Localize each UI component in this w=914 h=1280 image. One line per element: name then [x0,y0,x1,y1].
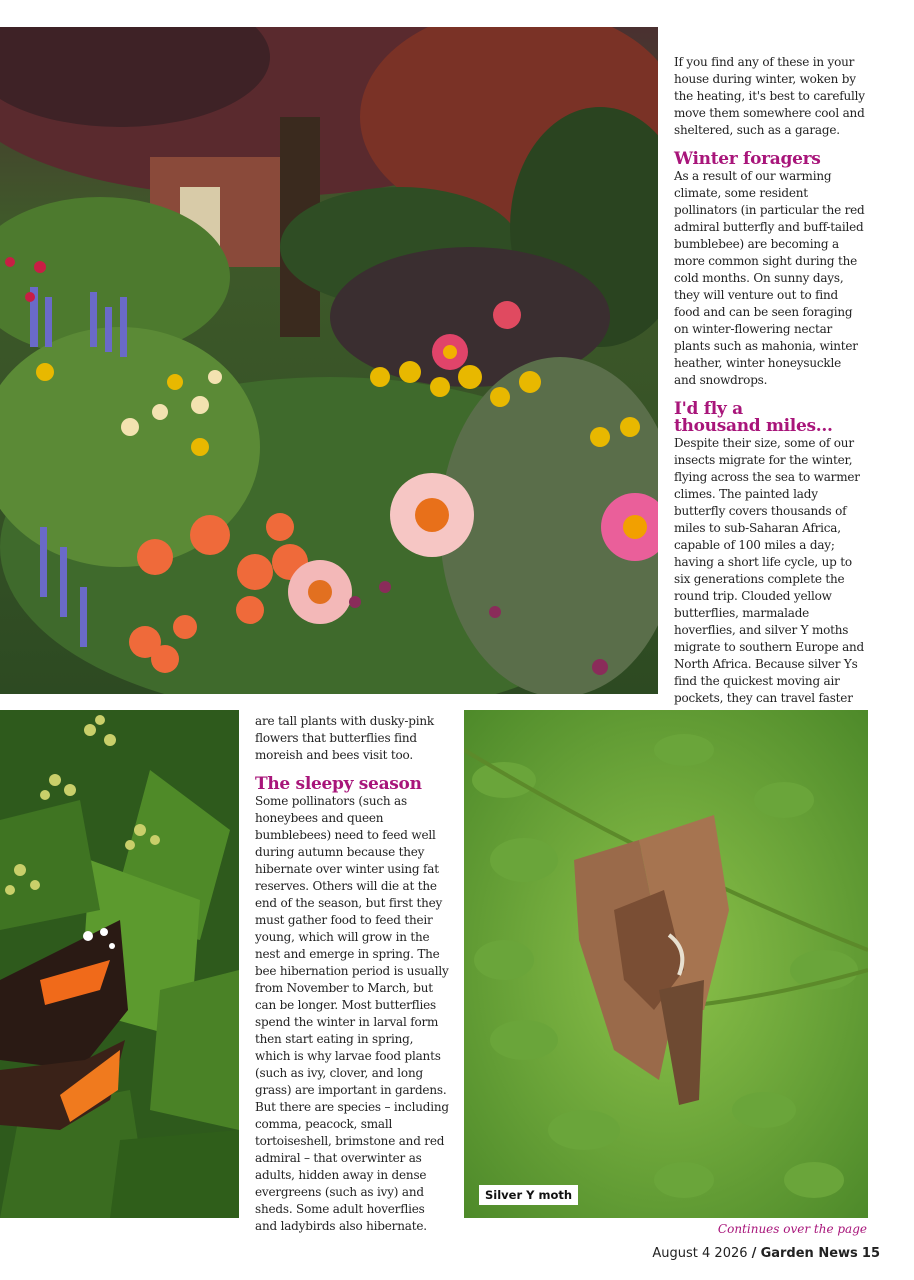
garden-photo [0,27,658,694]
butterfly-photo [0,710,239,1218]
middle-intro-paragraph: are tall plants with dusky-pink flowers that butterflies find moreish and bees visit too. [255,714,434,762]
sleepy-season-body: Some pollinators (such as honeybees and queen bumblebees) need to feed well during autumn because they hibernate over winter using fat reserves. Others will die at the end of the season, but first they must gather food to feed their young, which will grow in the nest and emerge in spring. The bee hibernation period is usually from November to March, but can be longer. Most butterflies spend the winter in larval form then start eating in spring, which is why larvae food plants (such as ivy, clover, and long grass) are important in gardens. But there are species – including comma, peacock, small tortoiseshell, brimstone and red admiral – that overwinter as adults, hidden away in dense evergreens (such as ivy) and sheds. Some adult hoverflies and ladybirds also hibernate. [255,794,449,1233]
folio-separator: / [751,1246,757,1261]
middle-text-column [255,713,449,1247]
moth-photo-caption: Silver Y moth [479,1185,578,1205]
fly-thousand-miles-body: Despite their size, some of our insects migrate for the winter, flying across the sea to warmer climes. The painted lady butterfly covers thousands of miles to sub-Saharan Africa, capable of 100 miles a day; having a short life cycle, up to six generations complete the round trip. Clouded yellow butterflies, marmalade hoverflies, and silver Y moths migrate to southern Europe and North Africa. Because silver Ys find the quickest moving air pockets, they can travel faster [674,436,865,705]
right-text-column [674,54,866,736]
winter-foragers-body: As a result of our warming climate, some resident pollinators (in particular the red admiral butterfly and buff-tailed bumblebee) are becoming a more common sight during the cold months. On sunny days, they will venture out to find food and can be seen foraging on winter-flowering nectar plants such as mahonia, winter heather, winter honeysuckle and snowdrops. [674,169,865,387]
intro-paragraph: If you find any of these in your house during winter, woken by the heating, it's best to carefully move them somewhere cool and sheltered, such as a garage. [674,55,865,137]
heading-fly-thousand-miles: I'd fly a thousand miles... [674,399,833,436]
page-number: 15 [861,1246,880,1261]
page-folio [652,1246,880,1261]
heading-winter-foragers: Winter foragers [674,149,821,169]
heading-sleepy-season: The sleepy season [255,774,422,794]
magazine-name: Garden News [760,1246,858,1261]
issue-date: August 4 2026 [652,1246,748,1261]
moth-photo [464,710,868,1218]
continues-link[interactable]: Continues over the page [717,1222,867,1236]
